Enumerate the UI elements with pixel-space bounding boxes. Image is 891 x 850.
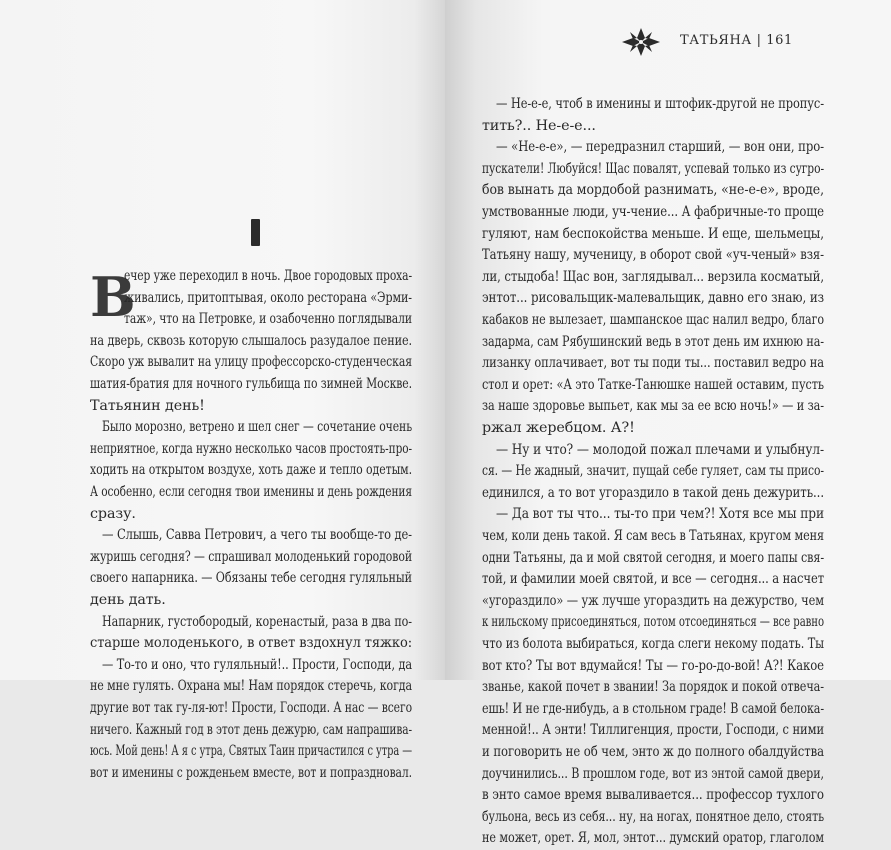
text-line: ся. — Не жадный, значит, пущай себе гуляет, сам ты присо- xyxy=(482,463,824,480)
text-line: ечер уже переходил в ночь. Двое городовых проха- xyxy=(124,268,413,284)
text-line: одни Татьяны, да и мой святой сегодня, и моего папы свя- xyxy=(482,549,825,566)
text-line: вот и именины с рожденьем вместе, вот и попраздновал. xyxy=(90,764,412,781)
text-line: менной!.. А энти! Тиллигенция, прости, Господи, с ними xyxy=(482,722,825,739)
text-line: и поговорить не об чем, энто ж до полного обалдуйства xyxy=(482,744,824,760)
text-line: день дать. xyxy=(90,592,166,608)
text-line: бульона, весь из себя... ну, на ногах, понятное дело, стоять xyxy=(482,808,825,825)
text-line: старше молоденького, в ответ вздохнул тяжко: xyxy=(90,635,413,652)
text-line: ничего. Кажный год в этот день дежурю, сам напрашива- xyxy=(90,721,413,738)
text-line: журишь сегодня? — спрашивал молоденький городовой xyxy=(90,548,413,565)
text-line: званье, какой почет в звании! За порядок и покой отвеча- xyxy=(482,679,824,696)
text-line: что из болота выбираться, когда слеги некому подать. Ты xyxy=(482,636,824,652)
text-line: не мне гулять. Охрана мы! Нам порядок стеречь, когда xyxy=(90,678,413,695)
text-line: — «Не-е-е», — передразнил старший, — вон они, про- xyxy=(496,139,824,156)
drop-cap: В xyxy=(90,265,136,329)
text-line: — То-то и оно, что гуляльный!.. Прости, Господи, да xyxy=(102,656,413,673)
text-line: за наше здоровье выпьет, как мы за ее всю ночь!» — и за- xyxy=(482,398,825,415)
text-line: не может, орет. Я, мол, энтот... думский оратор, глаголом xyxy=(482,830,824,847)
text-line: Было морозно, ветрено и шел снег — сочетание очень xyxy=(102,419,413,436)
text-line: бов вынать да мордобой разнимать, «не-е-е», вроде, xyxy=(482,182,825,199)
running-head-title: ТАТЬЯНА xyxy=(680,33,752,48)
text-line: чем, коли день такой. Я сам весь в Татьянах, кругом меня xyxy=(482,528,824,544)
text-line: гуляют, нам беспокойства меньше. И еще, шельмецы, xyxy=(482,225,825,242)
text-line: юсь. Мой день! А я с утра, Святых Таин причастился с утра — xyxy=(90,743,413,760)
text-line: доучинились... В прошлом годе, вот из энтой самой двери, xyxy=(482,765,824,782)
text-line: — Да вот ты что... ты-то при чем?! Хотя все мы при xyxy=(496,506,825,523)
text-line: на дверь, сквозь которую слышалось разудалое пение. xyxy=(90,332,413,349)
text-line: ли, стыдоба! Щас вон, заглядывал... верзила косматый, xyxy=(482,268,825,285)
text-line: неприятное, когда нужно несколько часов простоять-про- xyxy=(90,440,412,457)
text-line: пускатели! Любуйся! Щас повалят, успевай только из сугро- xyxy=(482,160,824,177)
text-line: Напарник, густобородый, коренастый, раза в два по- xyxy=(102,613,412,630)
text-line: ржал жеребцом. А?! xyxy=(482,420,635,436)
ornament-icon xyxy=(620,26,662,58)
text-line: стол и орет: «А это Татке-Танюшке нашей оставим, пусть xyxy=(482,376,824,393)
text-line: — Не-е-е, чтоб в именины и штофик-другой не пропус- xyxy=(496,96,825,112)
text-line: кабаков не вылезает, шампанское щас налил ведро, благо xyxy=(482,312,824,328)
text-line: другие вот так гу-ля-ют! Прости, Господи. А нас — всего xyxy=(90,700,413,716)
text-line: шатия-братия для ночного гульбища по зимней Москве. xyxy=(90,376,413,392)
running-head xyxy=(680,33,793,48)
text-line: сразу. xyxy=(90,505,136,522)
text-line: лизанку оплачивает, вот ты поди ты... поставил ведро на xyxy=(482,355,825,372)
chapter-number xyxy=(251,219,260,246)
text-line: А особенно, если сегодня твои именины и день рождения xyxy=(90,484,413,500)
text-line: — Слышь, Савва Петрович, а чего ты вообще-то де- xyxy=(102,527,412,544)
text-line: ходить на открытом воздухе, хоть даже и тепло одетым. xyxy=(90,462,413,479)
page-number: 161 xyxy=(766,33,793,48)
running-head-separator: | xyxy=(756,33,762,48)
text-line: живались, притоптывая, около ресторана «Эрми- xyxy=(124,289,412,306)
text-line: Татьянин день! xyxy=(90,397,205,414)
text-line: в энто самое время вываливается... профессор тухлого xyxy=(482,787,824,804)
text-line: ешь! И не где-нибудь, а в стольном граде! В самой белока- xyxy=(482,700,825,717)
text-line: Татьяну нашу, мученицу, в оборот свой «уч-ченый» взя- xyxy=(482,247,824,264)
text-line: Скоро уж вывалит на улицу профессорско-студенческая xyxy=(90,354,412,371)
text-line: к нильскому присоединяться, потом отсоединяться — все равно xyxy=(482,614,825,631)
text-line: тить?.. Не-е-е... xyxy=(482,117,596,134)
text-line: — Ну и что? — молодой пожал плечами и улыбнул- xyxy=(496,441,825,458)
text-line: умствованные люди, уч-чение... А фабричные-то проще xyxy=(482,204,825,220)
text-line: той, и фамилии моей святой, и все — сегодня... а насчет xyxy=(482,571,825,588)
text-line: единился, а то вот угораздило в такой день дежурить... xyxy=(482,484,824,501)
text-line: вот кто? Ты вот вдумайся! Ты — го-ро-до-вой! А?! Какое xyxy=(482,657,825,674)
text-line: «угораздило» — уж лучше угораздить на дежурство, чем xyxy=(482,592,824,609)
text-line: таж», что на Петровке, и озабоченно поглядывали xyxy=(124,311,412,328)
text-line: своего напарника. — Обязаны тебе сегодня гуляльный xyxy=(90,570,413,587)
text-line: задарма, сам Рябушинский ведь в этот день им ихнюю на- xyxy=(482,333,825,350)
text-line: энтот... рисовальщик-малевальщик, давно его знаю, из xyxy=(482,290,825,307)
